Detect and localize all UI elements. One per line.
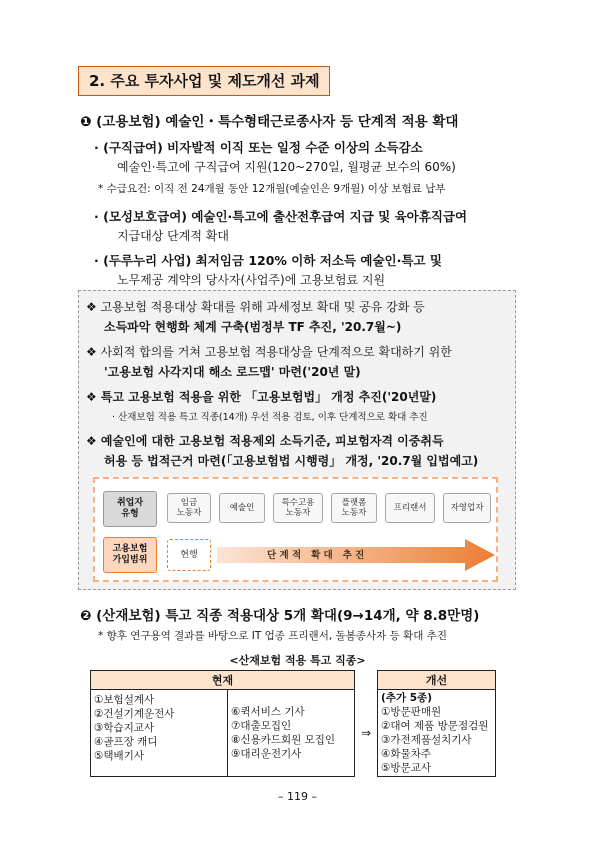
list-item: ②건설기계운전사 xyxy=(94,708,175,720)
list-item: ⑥퀵서비스 기사 xyxy=(231,706,305,718)
type-artist: 예술인 xyxy=(219,493,265,523)
table-caption: <산재보험 적용 특고 직종> xyxy=(229,654,366,667)
box-point2-line1: ❖ 사회적 합의를 거쳐 고용보험 적용대상을 단계적으로 확대하기 위한 xyxy=(86,345,452,359)
list-item: ②대여 제품 방문점검원 xyxy=(381,720,489,732)
header-spacer xyxy=(355,671,378,690)
box-point4-line2: 허용 등 법적근거 마련(「고용보험법 시행령」 개정, '20.7월 입법예고) xyxy=(104,454,479,468)
section-title: 2. 주요 투자사업 및 제도개선 과제 xyxy=(78,66,330,96)
bullet3-line2: 노무제공 계약의 당사자(사업주)에 고용보험료 지원 xyxy=(117,273,386,287)
expansion-arrow-text: 단 계 적 확 대 추 진 xyxy=(267,550,365,561)
expansion-diagram xyxy=(93,477,498,582)
current-coverage: 현행 xyxy=(167,539,211,571)
list-item: ④화물차주 xyxy=(381,748,431,760)
worker-type-label: 취업자 유형 xyxy=(103,491,157,527)
box-point4-line1: ❖ 예술인에 대한 고용보험 적용제외 소득기준, 피보험자격 이중취득 xyxy=(86,434,444,448)
list-item: ⑤방문교사 xyxy=(381,762,431,774)
type-special-employment: 특수고용 노동자 xyxy=(273,493,323,523)
box-point1-line1: ❖ 고용보험 적용대상 확대를 위해 과세정보 확대 및 공유 강화 등 xyxy=(86,300,425,314)
header-improved: 개선 xyxy=(378,671,496,690)
type-freelancer: 프리랜서 xyxy=(385,493,435,523)
bullet1-line2: 예술인·특고에 구직급여 지원(120~270일, 월평균 보수의 60%) xyxy=(117,160,456,174)
arrow-cell: ⇒ xyxy=(360,726,372,740)
bullet1-line1: · (구직급여) 비자발적 이직 또는 일정 수준 이상의 소득감소 xyxy=(94,140,423,155)
current-left-cell xyxy=(91,690,228,777)
list-item: ③학습지교사 xyxy=(94,722,155,734)
box-point2-line2: '고용보험 사각지대 해소 로드맵' 마련('20년 말) xyxy=(104,365,361,379)
improved-title: (추가 5종) xyxy=(381,692,432,704)
item2-heading: ❷ (산재보험) 특고 직종 적용대상 5개 확대(9→14개, 약 8.8만명) xyxy=(80,608,480,624)
box-point1-line2: 소득파악 현행화 체계 구축(범정부 TF 추진, '20.7월~) xyxy=(104,320,402,334)
list-item: ⑤택배기사 xyxy=(94,750,144,762)
type-self-employed: 자영업자 xyxy=(443,493,491,523)
list-item: ①보험설계사 xyxy=(94,694,155,706)
list-item: ⑧신용카드회원 모집인 xyxy=(231,734,336,746)
box-point3-sub: · 산재보험 적용 특고 직종(14개) 우선 적용 검토, 이후 단계적으로 확대 추진 xyxy=(112,412,428,423)
bullet3-line1: · (두루누리 사업) 최저임금 120% 이하 저소득 예술인·특고 및 xyxy=(94,253,442,268)
list-item: ④골프장 캐디 xyxy=(94,736,158,748)
list-item: ⑨대리운전기사 xyxy=(231,748,302,760)
coverage-scope-label: 고용보험 가입범위 xyxy=(103,537,157,573)
bullet1-note: * 수급요건: 이직 전 24개월 동안 12개월(예술인은 9개월) 이상 보험료 납부 xyxy=(98,183,446,195)
list-item: ①방문판매원 xyxy=(381,706,442,718)
bullet2-line2: 지급대상 단계적 확대 xyxy=(117,229,229,243)
page-number: – 119 – xyxy=(278,790,317,803)
type-wage-worker: 임금 노동자 xyxy=(167,493,211,523)
current-right-cell xyxy=(228,690,355,777)
improved-cell xyxy=(378,690,496,777)
list-item: ③가전제품설치기사 xyxy=(381,734,472,746)
item1-heading: ❶ (고용보험) 예술인・특수형태근로종사자 등 단계적 적용 확대 xyxy=(80,114,459,130)
item2-note: * 향후 연구용역 결과를 바탕으로 IT 업종 프리랜서, 돌봄종사자 등 확대 추진 xyxy=(98,630,447,642)
box-point3-line1: ❖ 특고 고용보험 적용을 위한 「고용보험법」 개정 추진('20년말) xyxy=(86,390,437,404)
type-platform-worker: 플랫폼 노동자 xyxy=(331,493,377,523)
header-current: 현재 xyxy=(91,671,355,690)
bullet2-line1: · (모성보호급여) 예술인·특고에 출산전후급여 지급 및 육아휴직급여 xyxy=(94,209,468,224)
list-item: ⑦대출모집인 xyxy=(231,720,292,732)
occupation-table xyxy=(90,670,496,777)
